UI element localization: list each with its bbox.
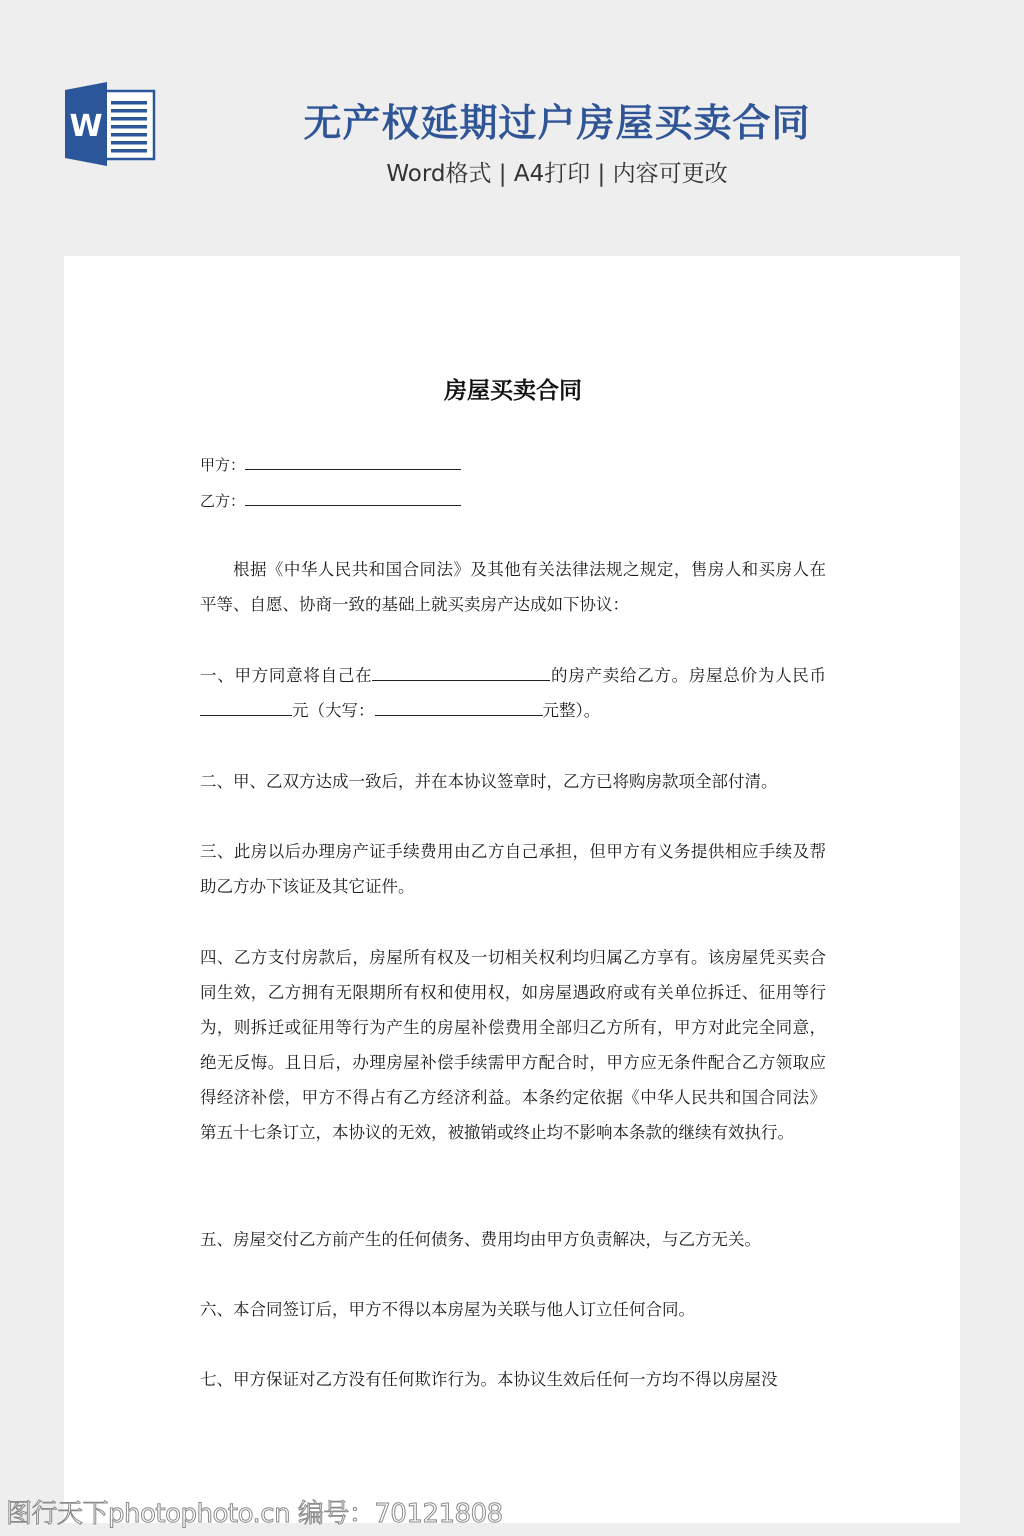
clause-1-text-c: 元（大写： [292, 701, 375, 720]
property-location-blank[interactable] [372, 666, 550, 681]
price-words-blank[interactable] [375, 701, 543, 716]
clause-1-text-b: 的房产卖给乙方。房屋总价为人民币 [550, 666, 827, 685]
document-page [64, 256, 960, 1523]
clause-6: 六、本合同签订后，甲方不得以本房屋为关联与他人订立任何合同。 [200, 1300, 695, 1319]
party-a-line [200, 454, 461, 475]
clause-1-text-a: 一、甲方同意将自己在 [200, 666, 373, 685]
header-title: 无产权延期过户房屋买卖合同 [303, 101, 811, 145]
intro-paragraph: 根据《中华人民共和国合同法》及其他有关法律法规之规定，售房人和买房人在平等、自愿、协商一致的基础上就买卖房产达成如下协议： [200, 560, 826, 614]
clause-2: 二、甲、乙双方达成一致后，并在本协议签章时，乙方已将购房款项全部付清。 [200, 772, 778, 791]
clause-1 [200, 658, 826, 728]
header-subtitle: Word格式 | A4打印 | 内容可更改 [386, 161, 728, 187]
clause-1-text-d: 元整）。 [542, 701, 601, 720]
party-b-label: 乙方： [200, 492, 246, 510]
clause-3: 三、此房以后办理房产证手续费用由乙方自己承担，但甲方有义务提供相应手续及帮助乙方办下该证及其它证件。 [200, 842, 826, 896]
document-title: 房屋买卖合同 [444, 378, 582, 404]
watermark-text: 图行天下photophoto.cn 编号：70121808 [6, 1499, 503, 1529]
party-b-line [200, 490, 461, 511]
party-a-blank[interactable] [245, 455, 461, 470]
party-a-label: 甲方： [200, 456, 246, 474]
word-icon-letter: W [69, 109, 103, 144]
word-document-icon [65, 82, 157, 166]
clause-7: 七、甲方保证对乙方没有任何欺诈行为。本协议生效后任何一方均不得以房屋没 [200, 1370, 778, 1389]
clause-4: 四、乙方支付房款后，房屋所有权及一切相关权利均归属乙方享有。该房屋凭买卖合同生效，乙方拥有无限期所有权和使用权，如房屋遇政府或有关单位拆迁、征用等行为，则拆迁或征用等行为产生的房屋补偿费用全部归乙方所有，甲方对此完全同意，绝无反悔。且日后，办理房屋补偿手续需甲方配合时，甲方应无条件配合乙方领取应得经济补偿，甲方不得占有乙方经济利益。本条约定依据《中华人民共和国合同法》第五十七条订立，本协议的无效，被撤销或终止均不影响本条款的继续有效执行。 [200, 948, 826, 1142]
party-b-blank[interactable] [245, 491, 461, 506]
clause-5: 五、房屋交付乙方前产生的任何债务、费用均由甲方负责解决，与乙方无关。 [200, 1230, 761, 1249]
price-number-blank[interactable] [200, 701, 292, 716]
